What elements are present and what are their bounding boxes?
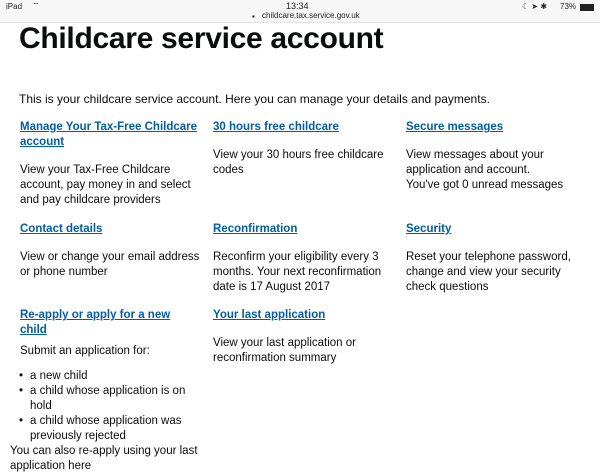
- tax-free-link[interactable]: Manage Your Tax-Free Childcare account: [20, 121, 198, 148]
- secure-messages-link[interactable]: Secure messages: [406, 121, 504, 133]
- list-item: • a new child: [30, 369, 200, 384]
- card-tax-free: [20, 120, 200, 208]
- unread-count: You've got 0 unread messages: [406, 179, 564, 191]
- status-bar: [0, 0, 600, 23]
- lock-icon: ▪: [252, 12, 255, 21]
- reapply-link[interactable]: Re-apply or apply for a new child: [20, 309, 171, 336]
- last-application-link[interactable]: Your last application: [213, 309, 326, 321]
- security-link[interactable]: Security: [406, 223, 452, 235]
- card-reconfirmation: [213, 222, 393, 295]
- application-types-list: [20, 369, 200, 444]
- card-messages: [406, 120, 586, 193]
- intro-text: This is your childcare service account. Here you can manage your details and payments.: [19, 92, 490, 106]
- card-desc: Reset your telephone password, change and view your security check questions: [406, 251, 571, 293]
- card-desc: View or change your email address or phone number: [20, 251, 200, 278]
- card-desc: Submit an application for:: [20, 345, 150, 357]
- list-item: • a child whose application was previously rejected: [30, 414, 200, 444]
- card-desc: View your 30 hours free childcare codes: [213, 149, 384, 176]
- clock: 13:34: [286, 1, 309, 11]
- device-label: iPad: [6, 2, 23, 11]
- card-desc: View your last application or reconfirmation summary: [213, 337, 356, 364]
- url-bar[interactable]: childcare.tax.service.gov.uk: [262, 11, 360, 20]
- card-desc: View messages about your application and account.: [406, 149, 544, 176]
- battery-percent: 73%: [560, 2, 577, 11]
- reconfirmation-link[interactable]: Reconfirmation: [213, 223, 298, 235]
- battery-icon: [580, 4, 594, 11]
- card-security: [406, 222, 586, 295]
- contact-details-link[interactable]: Contact details: [20, 223, 103, 235]
- card-contact: [20, 222, 200, 280]
- list-item: • a child whose application is on hold: [30, 384, 200, 414]
- card-desc: Reconfirm your eligibility every 3 months. Your next reconfirmation date is 17 August 2017: [213, 251, 382, 293]
- wifi-icon: ⌔: [32, 1, 40, 10]
- moon-location-bluetooth-icons: ☾ ➤ ✱: [522, 2, 548, 11]
- 30-hours-link[interactable]: 30 hours free childcare: [213, 121, 339, 133]
- page-title: Childcare service account: [19, 22, 384, 55]
- card-last-application: [213, 308, 393, 366]
- card-30-hours: [213, 120, 393, 178]
- card-reapply: [10, 308, 200, 474]
- card-desc: View your Tax-Free Childcare account, pay money in and select and pay childcare providers: [20, 164, 191, 206]
- reapply-note: You can also re-apply using your last application here: [10, 445, 198, 472]
